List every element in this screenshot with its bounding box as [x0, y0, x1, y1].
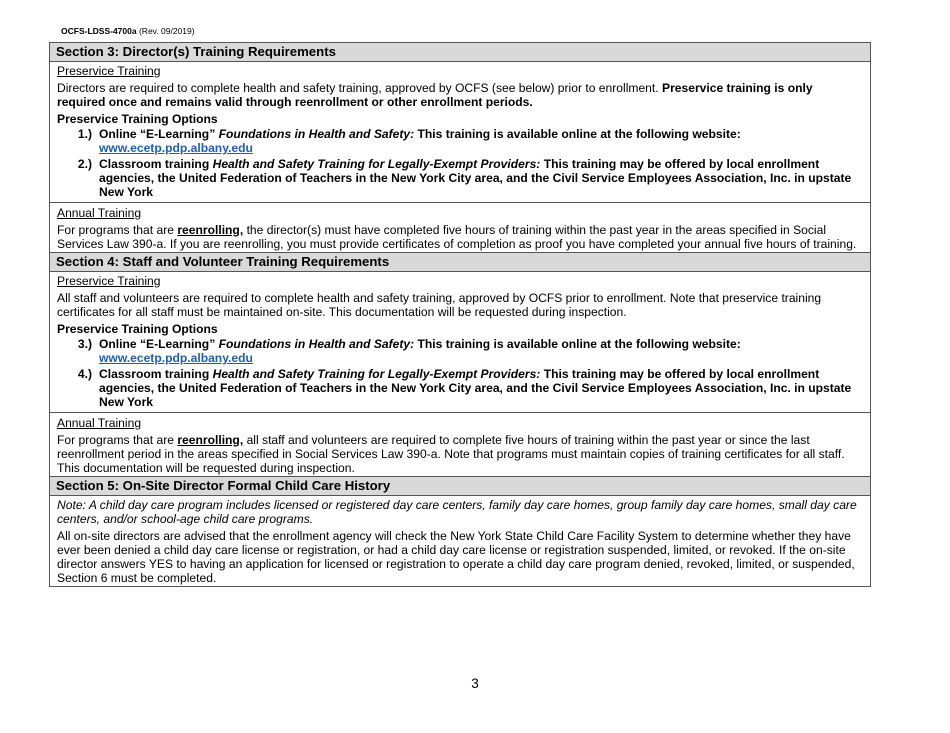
section-5-body [50, 496, 870, 587]
annual-heading: Annual Training [57, 416, 142, 430]
section-4-annual [50, 413, 870, 477]
elearning-link[interactable]: www.ecetp.pdp.albany.edu [99, 141, 253, 155]
form-identifier [61, 26, 195, 36]
child-care-note: Note: A child day care program includes licensed or registered day care centers, family day care homes, group family day care homes, small day care centers, and/or school-age child care programs. [57, 498, 857, 526]
option-item: 2.) Classroom training Health and Safety Training for Legally-Exempt Providers: This training may be offered by local enrollment agencies, the United Federation of Teachers in the New York City area, and the Civil Service Employees Association, Inc. in upstate New York [77, 157, 852, 199]
options-list [57, 337, 863, 409]
annual-paragraph: For programs that are reenrolling, the director(s) must have completed five hours of training within the past year in the areas specified in Social Services Law 390-a. If you are reenrolling, you must provide certificates of completion as proof you have completed your annual five hours of training. [57, 223, 857, 251]
options-heading: Preservice Training Options [57, 322, 218, 336]
page-number: 3 [471, 676, 479, 691]
option-item: 4.) Classroom training Health and Safety Training for Legally-Exempt Providers: This training may be offered by local enrollment agencies, the United Federation of Teachers in the New York City area, and the Civil Service Employees Association, Inc. in upstate New York [77, 367, 852, 409]
options-heading: Preservice Training Options [57, 112, 218, 126]
section-3-annual [50, 203, 870, 253]
preservice-paragraph: Directors are required to complete health and safety training, approved by OCFS (see below) prior to enrollment. Preservice training is only required once and remains valid through reenrollment or other enrollment periods. [57, 81, 813, 109]
elearning-link[interactable]: www.ecetp.pdp.albany.edu [99, 351, 253, 365]
form-number: OCFS-LDSS-4700a [61, 26, 137, 36]
history-paragraph: All on-site directors are advised that the enrollment agency will check the New York State Child Care Facility System to determine whether they have ever been denied a child day care license or registration, or had a child day care license or registration suspended, limited, or revoked. If the on-site director answers YES to having an application for licensed or registration to operate a child day care program denied, revoked, limited, or suspended, Section 6 must be completed. [57, 529, 855, 585]
options-list [57, 127, 863, 199]
section-3-title: Section 3: Director(s) Training Requirements [50, 43, 870, 62]
option-item: 3.) Online “E-Learning” Foundations in Health and Safety: This training is available online at the following website: www.ecetp.pdp.albany.edu [77, 337, 741, 365]
annual-paragraph: For programs that are reenrolling, all staff and volunteers are required to complete five hours of training within the past year or since the last reenrollment period in the areas specified in Social Services Law 390-a. Note that programs must maintain copies of training certificates for all staff. This documentation will be requested during inspection. [57, 433, 845, 475]
section-3-preservice [50, 62, 870, 203]
option-item: 1.) Online “E-Learning” Foundations in Health and Safety: This training is available online at the following website: www.ecetp.pdp.albany.edu [77, 127, 741, 155]
section-4-preservice [50, 272, 870, 413]
preservice-heading: Preservice Training [57, 274, 161, 288]
form-revision: (Rev. 09/2019) [138, 26, 195, 36]
requirements-table [49, 42, 871, 587]
section-5-title: Section 5: On-Site Director Formal Child Care History [50, 477, 870, 496]
section-4-title: Section 4: Staff and Volunteer Training Requirements [50, 253, 870, 272]
preservice-heading: Preservice Training [57, 64, 161, 78]
annual-heading: Annual Training [57, 206, 142, 220]
preservice-paragraph: All staff and volunteers are required to complete health and safety training, approved by OCFS prior to enrollment. Note that preservice training certificates for all staff must be maintained on-site. This documentation will be requested during inspection. [57, 291, 822, 319]
